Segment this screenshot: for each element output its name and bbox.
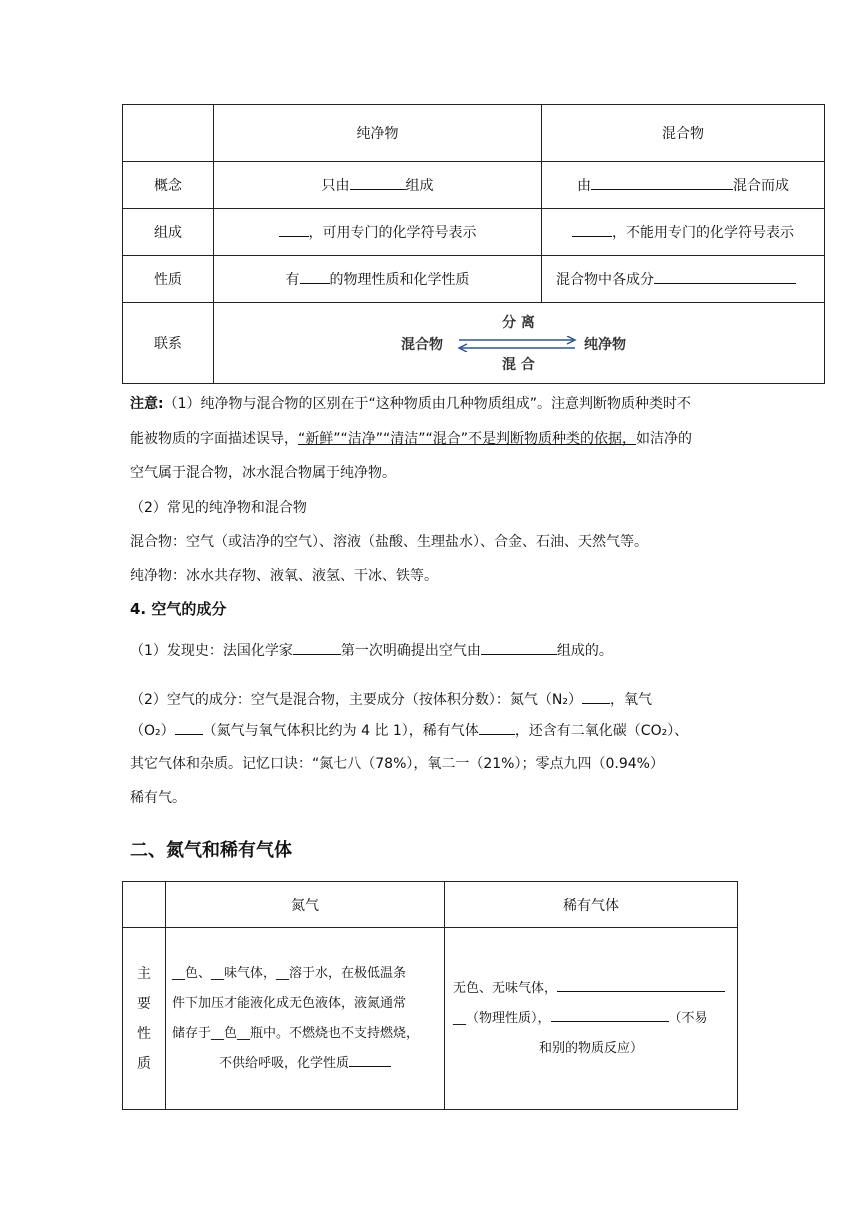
note-line-1: [130, 393, 691, 413]
note-line-6: [130, 565, 438, 585]
header-nitrogen: 氮气: [166, 882, 445, 928]
text-line: [453, 974, 729, 1004]
text: 组成的。: [556, 643, 613, 659]
blank: [300, 269, 330, 284]
text: 混合物中各成分: [556, 272, 654, 288]
row-label-property: 性质: [123, 256, 214, 303]
section-4-title: 4. 空气的成分: [130, 600, 227, 618]
text: （1）发现史：法国化学家: [130, 643, 293, 659]
text: 其它气体和杂质。记忆口诀：“氮七八（78%），氧二一（21%）；零点九四（0.94%）: [130, 756, 664, 772]
blank: [591, 175, 733, 190]
relation-left-label: 混合物: [401, 337, 443, 353]
blank: [481, 640, 557, 655]
blank: [654, 269, 796, 284]
composition-pure: [214, 209, 542, 256]
row-label-relation: 联系: [123, 303, 214, 384]
note-line-4: [130, 497, 307, 517]
text: 能被物质的字面描述误导，: [130, 431, 298, 447]
blank: [293, 640, 341, 655]
note-line-3: [130, 462, 396, 482]
header-pure: 纯净物: [214, 105, 542, 162]
blank: [582, 689, 610, 704]
note-line-2: [130, 428, 692, 448]
section-4-p1: [130, 640, 613, 660]
text: 有: [285, 272, 300, 288]
pure-vs-mixture-table: [122, 104, 825, 384]
nitrogen-properties: [166, 928, 445, 1110]
property-pure: [214, 256, 542, 303]
gases-table: [122, 881, 738, 1110]
text: 纯净物：冰水共存物、液氧、液氢、干冰、铁等。: [130, 568, 438, 584]
row-label-main-properties: [123, 928, 166, 1110]
text: （O₂）: [130, 723, 175, 739]
concept-mixture: [542, 162, 825, 209]
text: 混合而成: [733, 178, 789, 194]
composition-mixture: [542, 209, 825, 256]
header-mixture: 混合物: [542, 105, 825, 162]
text: （1）纯净物与混合物的区别在于“这种物质由几种物质组成”。注意判断物质种类时不: [163, 396, 692, 412]
text: 不供给呼吸，化学性质: [218, 1055, 349, 1071]
text: 的物理性质和化学性质: [329, 272, 470, 288]
noble-gas-properties: [445, 928, 738, 1110]
blank: [175, 720, 203, 735]
blank: [279, 222, 309, 237]
blank: [479, 720, 515, 735]
text: ，可用专门的化学符号表示: [308, 225, 477, 241]
label-char: 主: [137, 965, 151, 982]
blank: [557, 979, 725, 992]
label-char: 性: [137, 1025, 151, 1042]
text: （2）常见的纯净物和混合物: [130, 500, 307, 516]
blank: [551, 1009, 669, 1022]
section-4-p2-l4: [130, 787, 186, 807]
text: （2）空气的成分：空气是混合物，主要成分（按体积分数）：氮气（N₂）: [130, 692, 582, 708]
text: __（物理性质），: [453, 1010, 551, 1026]
text: 稀有气。: [130, 790, 186, 806]
label-char: 质: [137, 1055, 151, 1072]
text: 由: [577, 178, 591, 194]
relation-cell: [214, 303, 825, 384]
double-arrow-icon: [457, 336, 579, 352]
section-4-p2-l3: [130, 753, 664, 773]
text: ，氧气: [610, 692, 652, 708]
row-label-composition: 组成: [123, 209, 214, 256]
text: 只由: [321, 178, 350, 194]
text: （氮气与氧气体积比约为 4 比 1），稀有气体: [202, 723, 479, 739]
text: 件下加压才能液化成无色液体，液氮通常: [172, 995, 407, 1011]
note-title: 注意:: [130, 396, 164, 412]
text: 如洁净的: [636, 431, 693, 447]
property-mixture: [542, 256, 825, 303]
label-char: 要: [137, 995, 151, 1012]
text-line: [172, 1049, 438, 1079]
text-line: [453, 1004, 729, 1034]
text: 空气属于混合物，冰水混合物属于纯净物。: [130, 465, 396, 481]
blank: [349, 1054, 391, 1067]
text: 组成: [405, 178, 434, 194]
header-noble-gas: 稀有气体: [445, 882, 738, 928]
text: ，还含有二氧化碳（CO₂）、: [514, 723, 689, 739]
header-empty-cell: [123, 105, 214, 162]
blank: [350, 175, 406, 190]
text: __色、__味气体，__溶于水，在极低温条: [172, 965, 407, 981]
relation-top-label: 分 离: [502, 315, 535, 331]
text: （不易: [668, 1010, 708, 1026]
text: 无色、无味气体，: [453, 980, 558, 996]
header-empty-cell: [123, 882, 166, 928]
relation-diagram: [379, 308, 639, 378]
relation-right-label: 纯净物: [584, 337, 626, 353]
row-label-concept: 概念: [123, 162, 214, 209]
blank: [572, 222, 612, 237]
section-4-p2-l1: [130, 689, 652, 709]
section-2-heading: 二、氮气和稀有气体: [130, 840, 292, 861]
text: 第一次明确提出空气由: [340, 643, 481, 659]
text: 和别的物质反应）: [538, 1040, 643, 1056]
note-line-5: [130, 531, 648, 551]
relation-bottom-label: 混 合: [502, 357, 535, 373]
underlined-text: “新鲜”“洁净”“清洁”“混合”不是判断物质种类的依据，: [298, 431, 637, 447]
text: ，不能用专门的化学符号表示: [612, 225, 794, 241]
text: 储存于__色__瓶中。不燃烧也不支持燃烧，: [172, 1025, 420, 1041]
section-4-p2-l2: [130, 720, 688, 740]
concept-pure: [214, 162, 542, 209]
text: 混合物：空气（或洁净的空气）、溶液（盐酸、生理盐水）、合金、石油、天然气等。: [130, 534, 648, 550]
